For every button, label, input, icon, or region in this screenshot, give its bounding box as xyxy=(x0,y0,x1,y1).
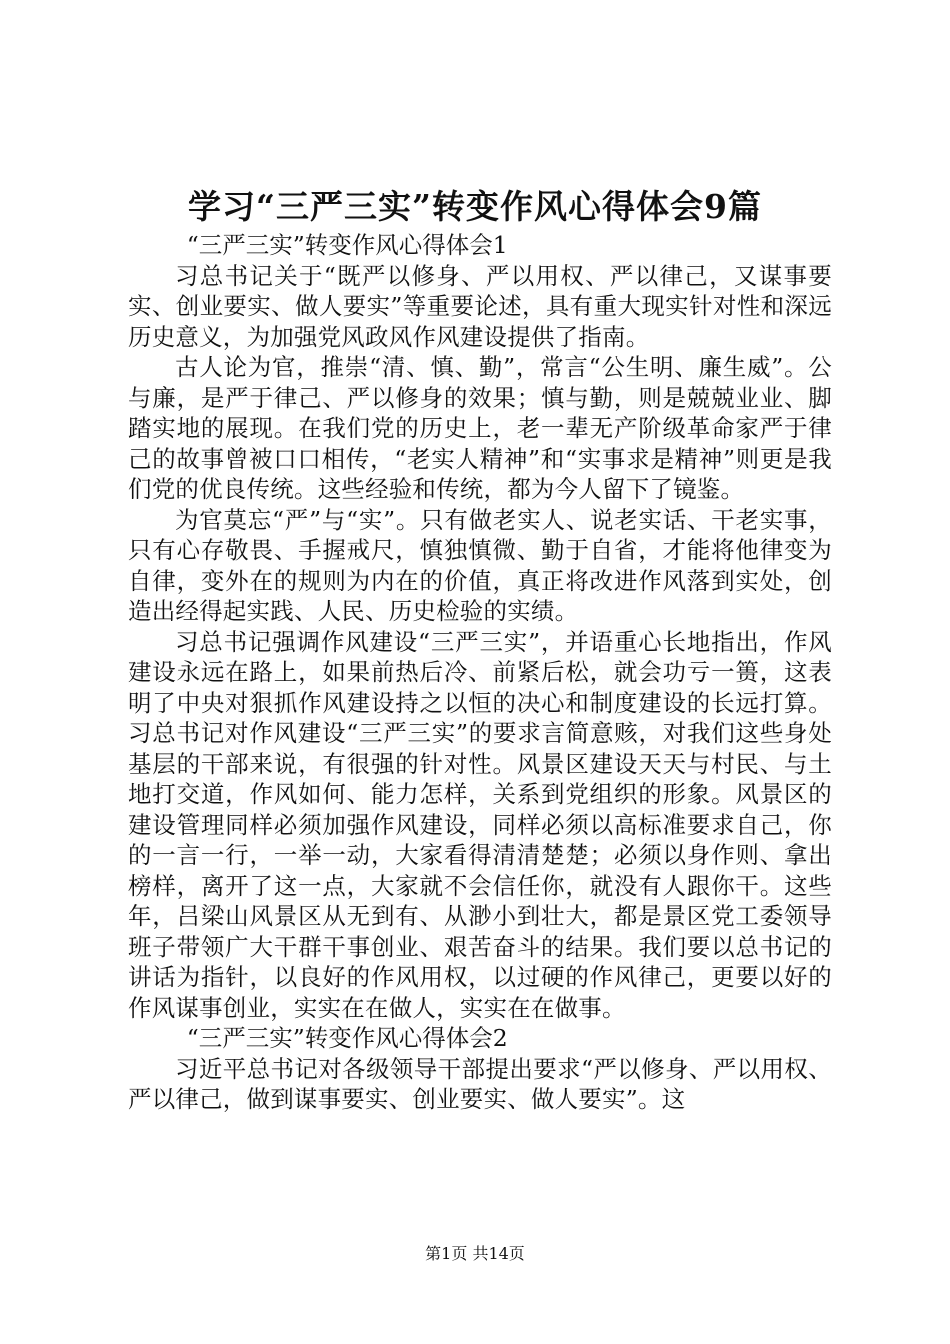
paragraph: 习总书记强调作风建设“三严三实”，并语重心长地指出，作风建设永远在路上，如果前热后冷、前紧后松，就会功亏一篑，这表明了中央对狠抓作风建设持之以恒的决心和制度建设的长远打算。习总书记对作风建设“三严三实”的要求言简意赅，对我们这些身处基层的干部来说，有很强的针对性。风景区建设天天与村民、与土地打交道，作风如何、能力怎样，关系到党组织的形象。风景区的建设管理同样必须加强作风建设，同样必须以高标准要求自己，你的一言一行，一举一动，大家看得清清楚楚；必须以身作则、拿出榜样，离开了这一点，大家就不会信任你，就没有人跟你干。这些年，吕梁山风景区从无到有、从渺小到壮大，都是景区党工委领导班子带领广大干群干事创业、艰苦奋斗的结果。我们要以总书记的讲话为指针，以良好的作风用权，以过硬的作风律己，更要以好的作风谋事创业，实实在在做人，实实在在做事。 xyxy=(128,627,832,1022)
document-title: 学习“三严三实”转变作风心得体会9篇 xyxy=(188,187,762,226)
paragraph: 习总书记关于“既严以修身、严以用权、严以律己，又谋事要实、创业要实、做人要实”等重要论述，具有重大现实针对性和深远历史意义，为加强党风政风作风建设提供了指南。 xyxy=(128,261,832,351)
paragraph: 古人论为官，推崇“清、慎、勤”，常言“公生明、廉生威”。公与廉，是严于律己、严以修身的效果；慎与勤，则是兢兢业业、脚踏实地的展现。在我们党的历史上，老一辈无产阶级革命家严于律己的故事曾被口口相传，“老实人精神”和“实事求是精神”则更是我们党的优良传统。这些经验和传统，都为今人留下了镜鉴。 xyxy=(128,353,832,503)
paragraph: 为官莫忘“严”与“实”。只有做老实人、说老实话、干老实事，只有心存敬畏、手握戒尺，慎独慎微、勤于自省，才能将他律变为自律，变外在的规则为内在的价值，真正将改进作风落到实处，创造出经得起实践、人民、历史检验的实绩。 xyxy=(128,505,832,625)
section-heading-2: “三严三实”转变作风心得体会2 xyxy=(186,1024,508,1052)
section-heading-1: “三严三实”转变作风心得体会1 xyxy=(186,231,508,259)
paragraph: 习近平总书记对各级领导干部提出要求“严以修身、严以用权、严以律己，做到谋事要实、创业要实、做人要实”。这 xyxy=(128,1054,832,1113)
page-footer: 第1页 共14页 xyxy=(425,1244,525,1263)
document-body xyxy=(128,230,832,1115)
